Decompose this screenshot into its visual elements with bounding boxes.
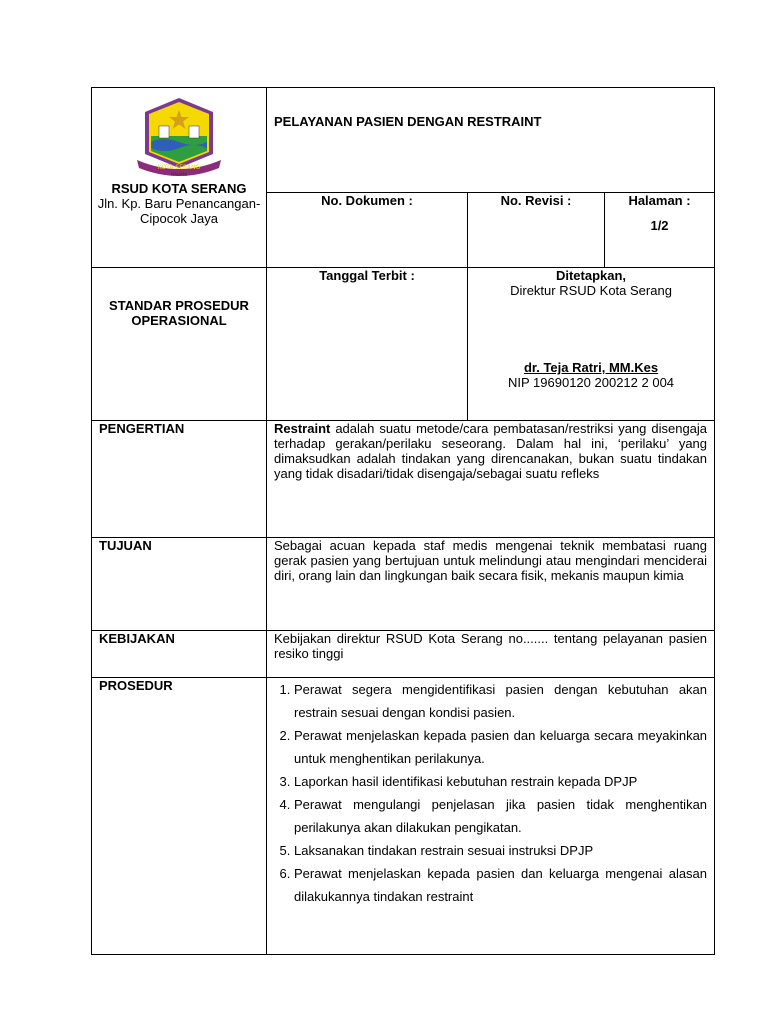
section-label-pengertian: PENGERTIAN	[92, 421, 267, 538]
approval-cell	[468, 268, 715, 421]
issue-date-label: Tanggal Terbit :	[319, 268, 415, 283]
document-title: PELAYANAN PASIEN DENGAN RESTRAINT	[267, 88, 715, 193]
svg-text:MADANI: MADANI	[170, 172, 188, 177]
procedure-list	[267, 678, 714, 908]
doc-number-cell	[267, 193, 468, 268]
procedure-step: 4. Perawat mengulangi penjelasan jika pasien tidak menghentikan perilakunya akan dilakukan pengikatan.	[294, 793, 707, 839]
hospital-address: Jln. Kp. Baru Penancangan-Cipocok Jaya	[97, 196, 261, 226]
revision-cell	[468, 193, 605, 268]
approved-label: Ditetapkan,	[555, 268, 627, 283]
revision-label: No. Revisi :	[500, 193, 572, 208]
issue-date-cell	[267, 268, 468, 421]
section-steps-prosedur	[267, 678, 715, 955]
page-value: 1/2	[650, 218, 669, 233]
page-cell	[605, 193, 715, 268]
procedure-step: 3. Laporkan hasil identifikasi kebutuhan restrain kepada DPJP	[294, 770, 707, 793]
procedure-step: 5. Laksanakan tindakan restrain sesuai instruksi DPJP	[294, 839, 707, 862]
sop-label: STANDAR PROSEDUR OPERASIONAL	[92, 268, 267, 421]
section-text-tujuan: Sebagai acuan kepada staf medis mengenai teknik membatasi ruang gerak pasien yang bertujuan untuk melindungi atau mengindari menciderai diri, orang lain dan lingkungan baik secara fisik, mekanis maupun kimia	[267, 538, 715, 631]
kota-serang-logo-icon	[133, 96, 225, 178]
pengertian-term: Restraint	[274, 421, 331, 436]
section-text-kebijakan: Kebijakan direktur RSUD Kota Serang no....... tentang pelayanan pasien resiko tinggi	[267, 631, 715, 678]
procedure-step: 2. Perawat menjelaskan kepada pasien dan keluarga secara meyakinkan untuk menghentikan perilakunya.	[294, 724, 707, 770]
signatory-nip: NIP 19690120 200212 2 004	[508, 375, 675, 390]
doc-number-label: No. Dokumen :	[321, 193, 413, 208]
hospital-name: RSUD KOTA SERANG	[111, 181, 247, 196]
section-label-tujuan: TUJUAN	[92, 538, 267, 631]
procedure-step: 1. Perawat segera mengidentifikasi pasien dengan kebutuhan akan restrain sesuai dengan kondisi pasien.	[294, 678, 707, 724]
sop-document-table	[91, 87, 715, 955]
signatory-name: dr. Teja Ratri, MM.Kes	[523, 360, 659, 375]
approved-title: Direktur RSUD Kota Serang	[510, 283, 672, 298]
page-label: Halaman :	[628, 193, 691, 208]
section-label-kebijakan: KEBIJAKAN	[92, 631, 267, 678]
pengertian-definition: adalah suatu metode/cara pembatasan/restriksi yang disengaja terhadap gerakan/perilaku seseorang. Dalam hal ini, ‘perilaku’ yang dimaksudkan adalah tindakan yang direncanakan, bukan suatu tindakan yang tidak disadari/tidak disengaja/sebagai suatu refleks	[274, 421, 708, 481]
svg-text:KOTA SERANG: KOTA SERANG	[157, 164, 201, 171]
section-text-pengertian	[267, 421, 715, 538]
procedure-step: 6. Perawat menjelaskan kepada pasien dan keluarga mengenai alasan dilakukannya tindakan restraint	[294, 862, 707, 908]
section-label-prosedur: PROSEDUR	[92, 678, 267, 955]
hospital-identity-cell	[92, 88, 267, 268]
